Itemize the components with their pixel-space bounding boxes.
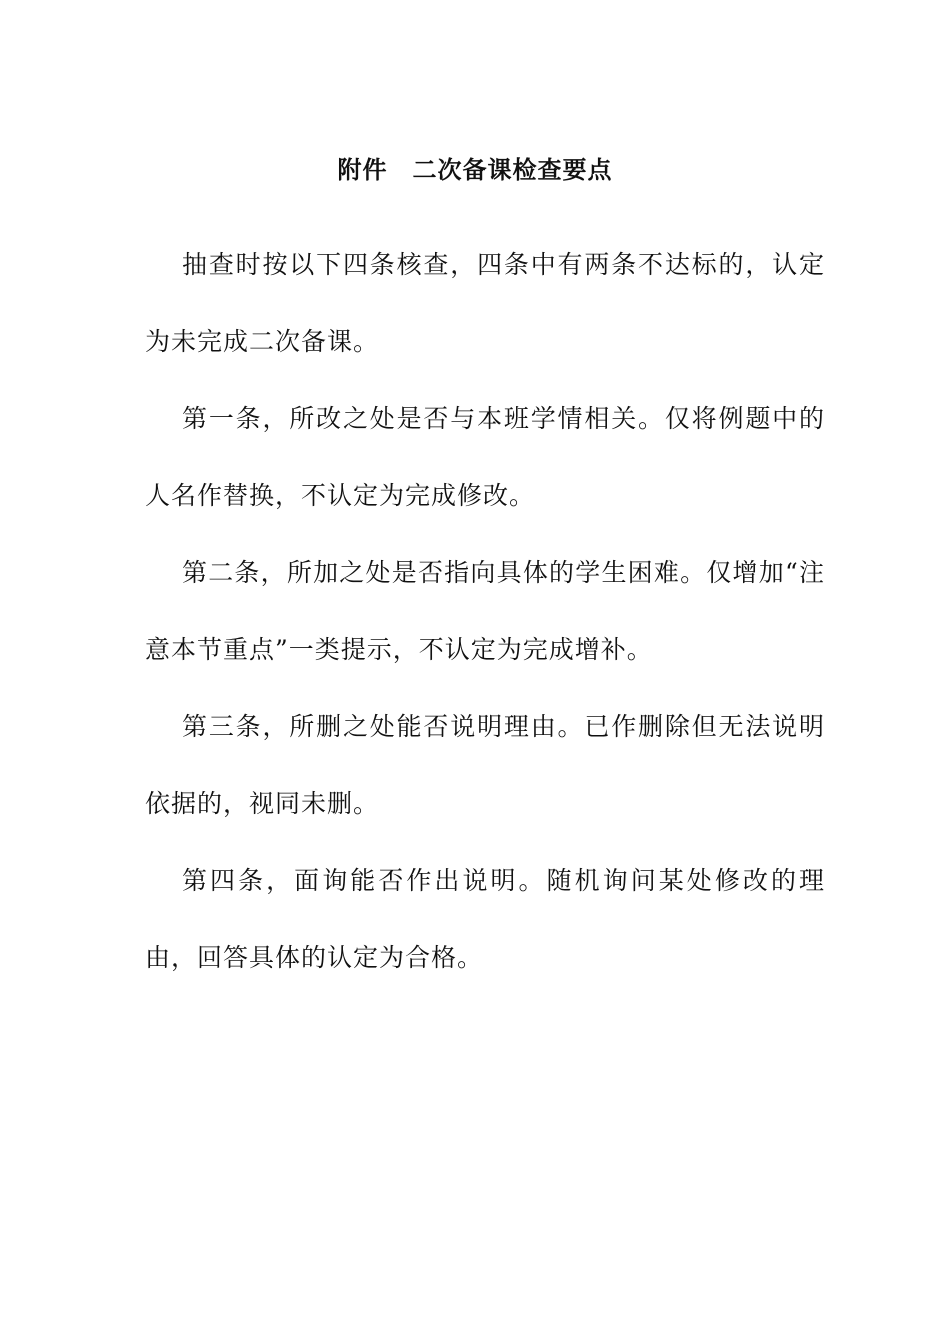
paragraph-intro: 抽查时按以下四条核查，四条中有两条不达标的，认定为未完成二次备课。 <box>145 250 825 356</box>
document-title: 附件 二次备课检查要点 <box>337 156 613 184</box>
paragraph-rule-3: 第三条，所删之处能否说明理由。已作删除但无法说明依据的，视同未删。 <box>145 712 825 818</box>
paragraph-rule-4: 第四条，面询能否作出说明。随机询问某处修改的理由，回答具体的认定为合格。 <box>145 866 825 972</box>
paragraph-rule-2: 第二条，所加之处是否指向具体的学生困难。仅增加“注意本节重点”一类提示，不认定为完成增补。 <box>145 558 825 664</box>
paragraph-rule-1: 第一条，所改之处是否与本班学情相关。仅将例题中的人名作替换，不认定为完成修改。 <box>145 404 825 510</box>
document-body <box>145 226 825 996</box>
